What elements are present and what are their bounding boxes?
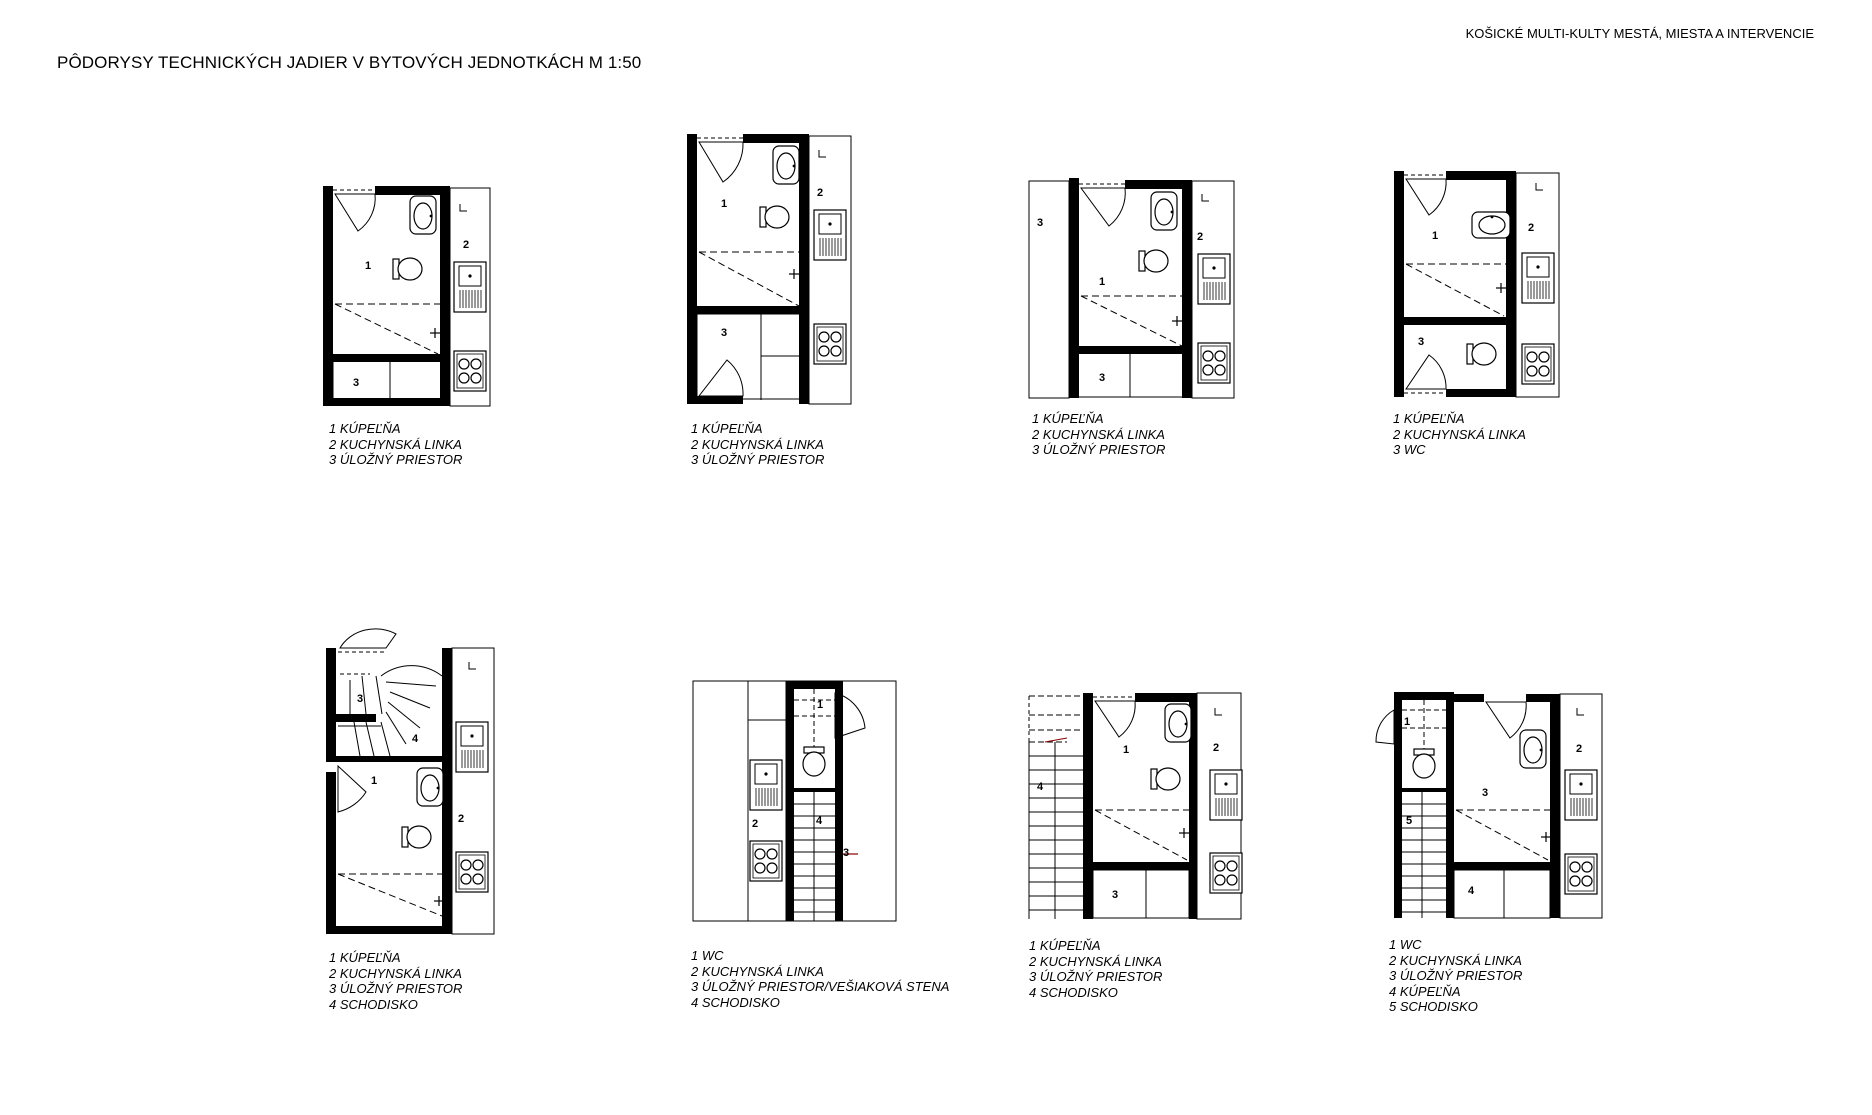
room-label: 2 (1213, 742, 1220, 754)
room-label: 2 (458, 813, 465, 825)
room-label: 5 (1406, 815, 1413, 827)
legend-item: 2 KUCHYNSKÁ LINKA (329, 965, 462, 981)
legend-6 (691, 948, 949, 1010)
floor-plan-3 (1027, 178, 1267, 400)
room-label: 4 (816, 815, 823, 827)
room-label: 3 (843, 847, 850, 859)
legend-item: 1 KÚPEĽŇA (691, 421, 763, 436)
room-label: 3 (1418, 336, 1425, 348)
floor-plan-4 (1394, 171, 1564, 401)
room-label: 4 (1468, 885, 1475, 897)
legend-item: 2 KUCHYNSKÁ LINKA (691, 436, 824, 452)
legend-item: 1 KÚPEĽŇA (1029, 938, 1101, 953)
room-label: 2 (463, 239, 470, 251)
legend-3 (1032, 411, 1165, 458)
project-title: KOŠICKÉ MULTI-KULTY MESTÁ, MIESTA A INTERVENCIE (1465, 26, 1814, 41)
room-label: 3 (353, 377, 360, 389)
legend-item: 3 ÚLOŽNÝ PRIESTOR (329, 452, 463, 467)
legend-item: 3 ÚLOŽNÝ PRIESTOR (329, 981, 463, 996)
legend-item: 4 SCHODISKO (329, 996, 418, 1012)
legend-item: 4 KÚPEĽŇA (1389, 983, 1461, 999)
floor-plan-2 (687, 134, 857, 406)
room-label: 3 (357, 693, 364, 705)
room-label: 1 (365, 260, 372, 272)
floor-plan-6 (690, 678, 900, 924)
floor-plan-5 (326, 616, 496, 936)
room-label: 3 (1482, 787, 1489, 799)
room-label: 3 (1112, 889, 1119, 901)
legend-item: 3 ÚLOŽNÝ PRIESTOR (1029, 969, 1163, 984)
legend-item: 3 ÚLOŽNÝ PRIESTOR (1032, 442, 1166, 457)
legend-item: 1 KÚPEĽŇA (1032, 411, 1104, 426)
legend-item: 2 KUCHYNSKÁ LINKA (1389, 952, 1522, 968)
room-label: 1 (721, 198, 728, 210)
room-label: 3 (1099, 372, 1106, 384)
floor-plan-7 (1027, 690, 1247, 922)
room-label: 2 (752, 818, 759, 830)
legend-item: 1 KÚPEĽŇA (329, 950, 401, 965)
legend-item: 3 ÚLOŽNÝ PRIESTOR/VEŠIAKOVÁ STENA (691, 979, 950, 994)
legend-item: 3 ÚLOŽNÝ PRIESTOR (691, 452, 825, 467)
legend-1 (329, 421, 462, 468)
legend-2 (691, 421, 824, 468)
room-label: 3 (1037, 217, 1044, 229)
room-label: 1 (1404, 716, 1411, 728)
room-label: 2 (817, 187, 824, 199)
room-label: 2 (1528, 222, 1535, 234)
legend-item: 2 KUCHYNSKÁ LINKA (1393, 426, 1526, 442)
legend-item: 2 KUCHYNSKÁ LINKA (1032, 426, 1165, 442)
legend-item: 2 KUCHYNSKÁ LINKA (691, 963, 824, 979)
room-label: 3 (721, 327, 728, 339)
room-label: 1 (371, 775, 378, 787)
legend-item: 4 SCHODISKO (691, 994, 780, 1010)
legend-item: 2 KUCHYNSKÁ LINKA (329, 436, 462, 452)
legend-item: 3 WC (1393, 442, 1426, 457)
room-label: 4 (1037, 781, 1044, 793)
legend-item: 1 KÚPEĽŇA (329, 421, 401, 436)
legend-item: 2 KUCHYNSKÁ LINKA (1029, 953, 1162, 969)
legend-item: 1 WC (691, 948, 724, 963)
legend-item: 5 SCHODISKO (1389, 999, 1478, 1014)
floor-plan-1 (323, 186, 493, 408)
room-label: 1 (1432, 230, 1439, 242)
room-label: 1 (1123, 744, 1130, 756)
room-label: 2 (1576, 743, 1583, 755)
legend-item: 1 KÚPEĽŇA (1393, 411, 1465, 426)
room-label: 1 (1099, 276, 1106, 288)
room-label: 4 (412, 733, 419, 745)
room-label: 2 (1197, 231, 1204, 243)
legend-item: 4 SCHODISKO (1029, 984, 1118, 1000)
legend-8 (1389, 937, 1522, 1015)
legend-item: 1 WC (1389, 937, 1422, 952)
floor-plan-8 (1370, 692, 1606, 922)
legend-7 (1029, 938, 1162, 1000)
legend-5 (329, 950, 462, 1012)
legend-4 (1393, 411, 1526, 458)
legend-item: 3 ÚLOŽNÝ PRIESTOR (1389, 968, 1523, 983)
room-label: 1 (817, 699, 824, 711)
drawing-title: PÔDORYSY TECHNICKÝCH JADIER V BYTOVÝCH JEDNOTKÁCH M 1:50 (57, 53, 642, 72)
